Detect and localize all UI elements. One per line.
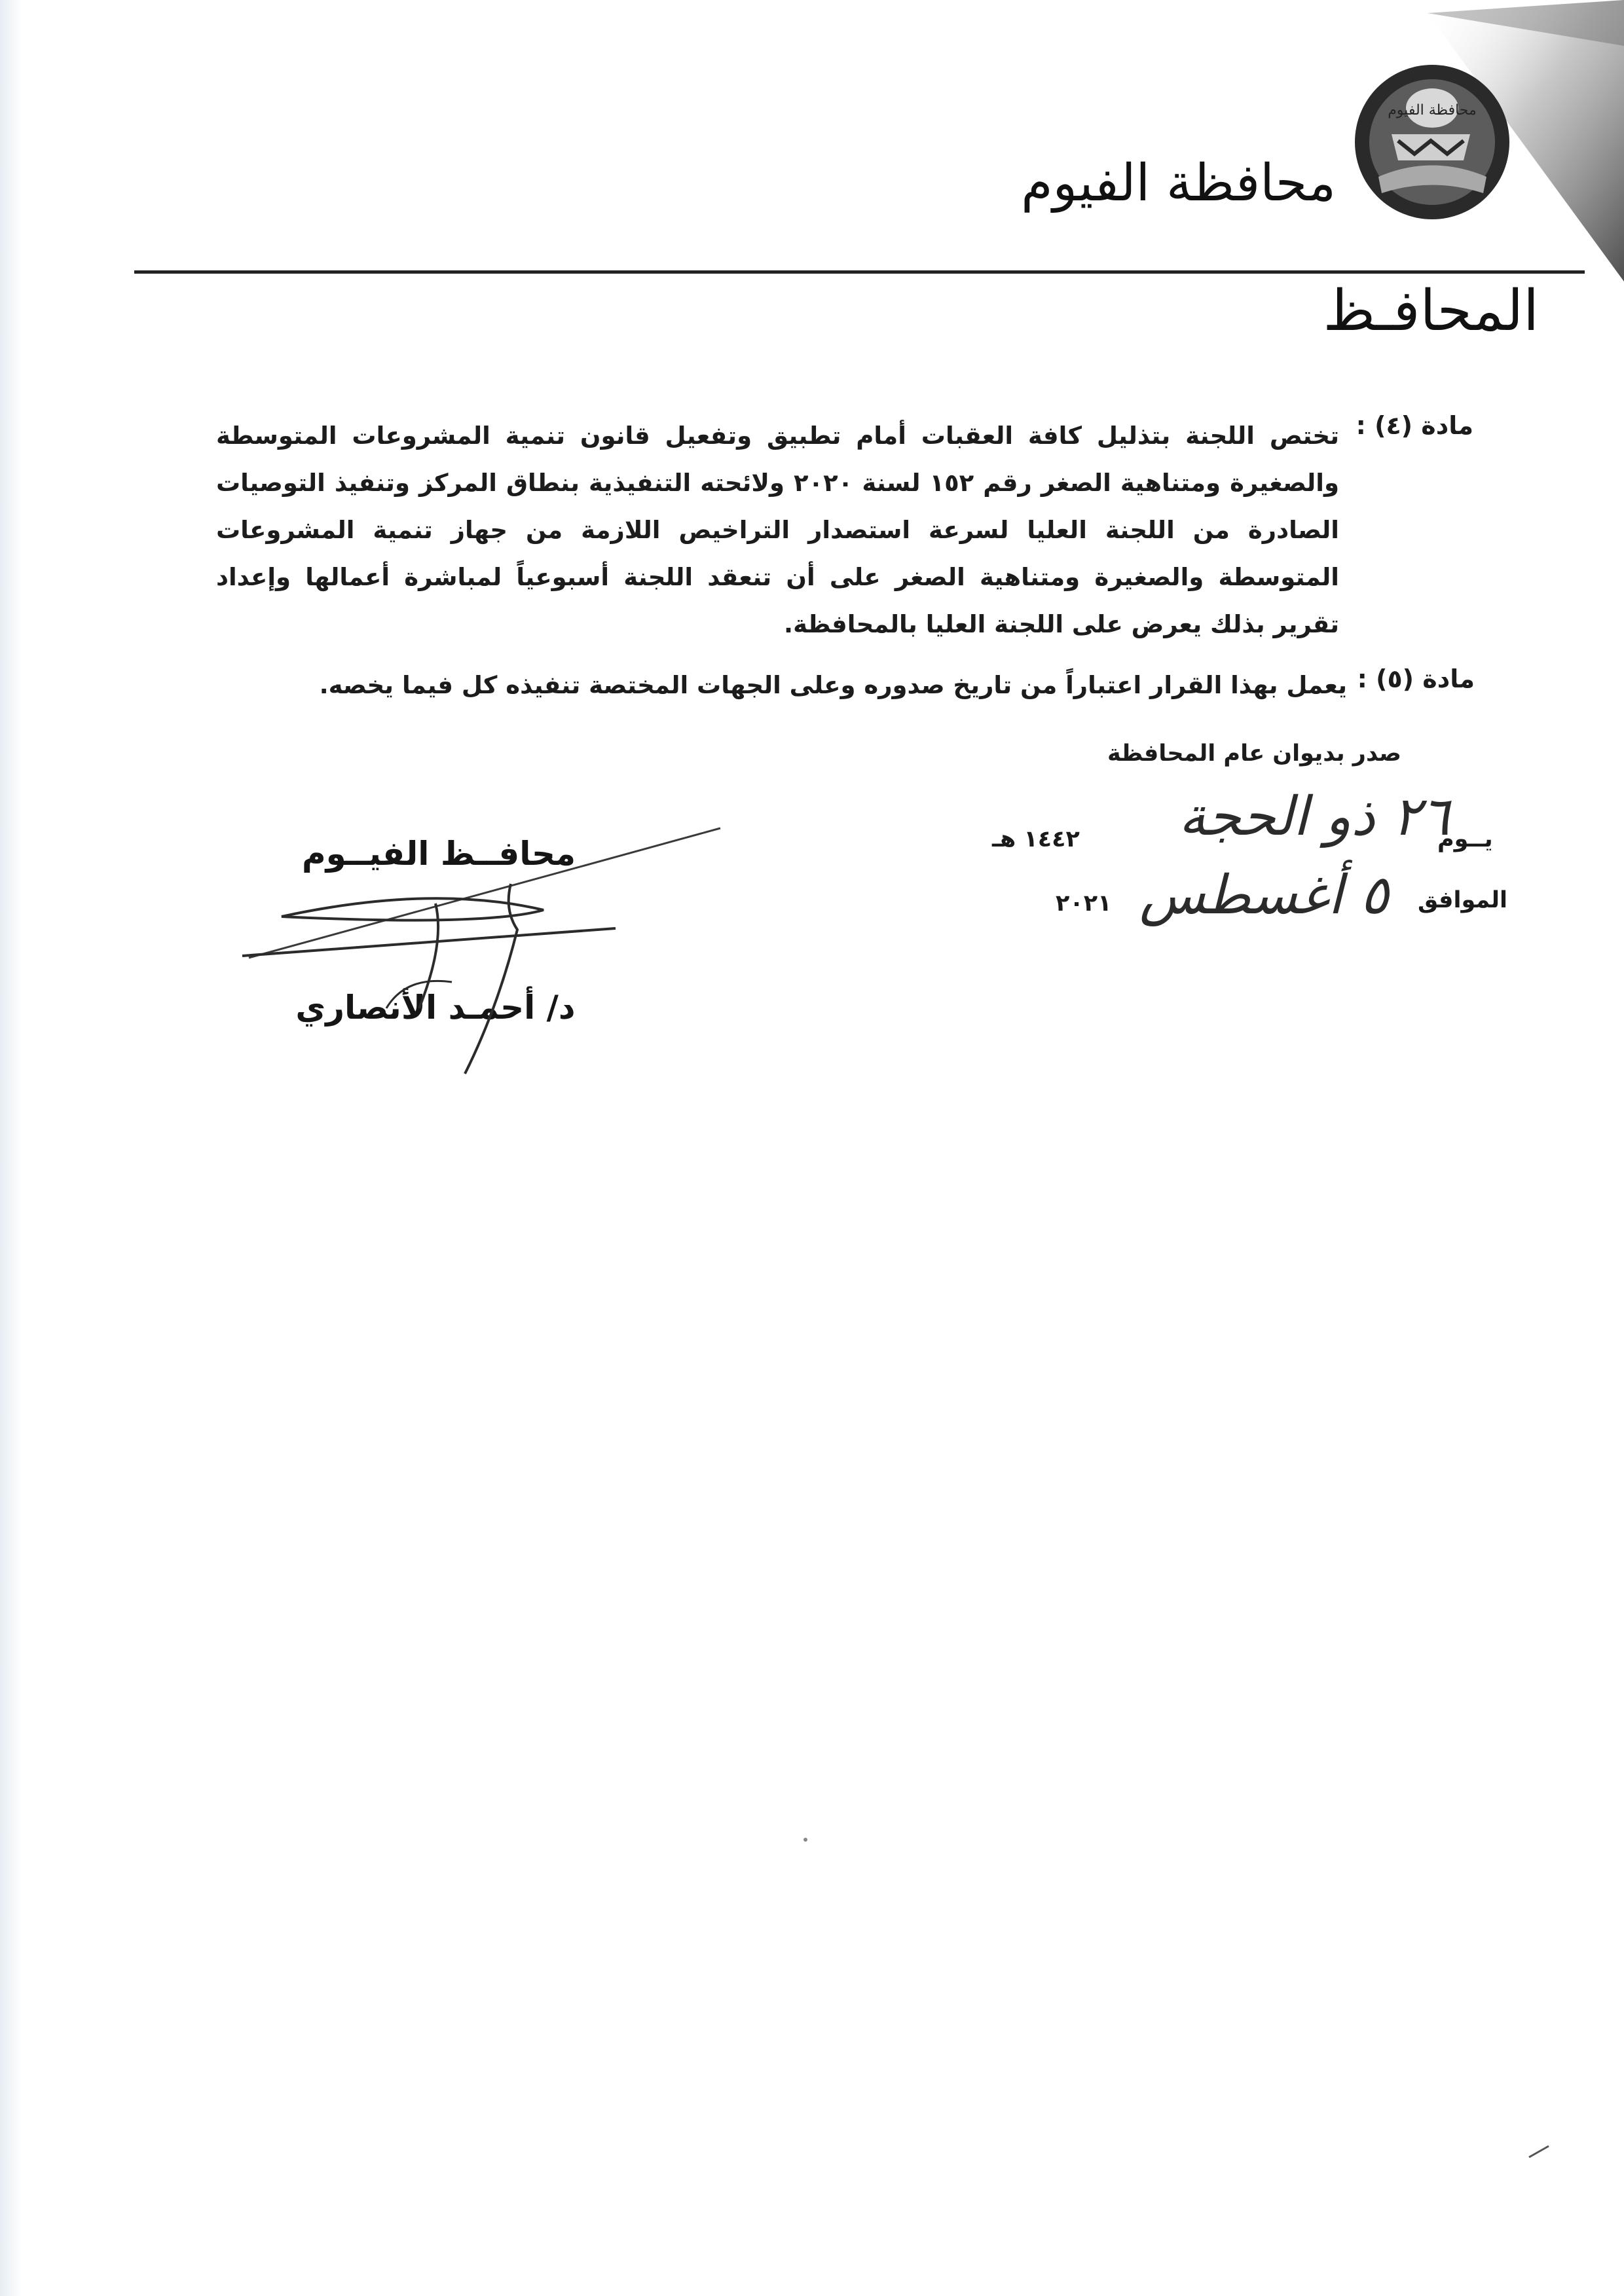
article-5-label: مادة (٥) : xyxy=(1357,665,1475,693)
gregorian-date-handwritten: ٥ أغسطس xyxy=(1139,864,1389,926)
day-label: يــوم xyxy=(1437,826,1493,852)
signatory-title: محافــظ الفيــوم xyxy=(301,835,576,873)
scan-edge xyxy=(0,0,22,2296)
office-heading: المحافـظ xyxy=(1323,278,1539,344)
hijri-date-handwritten: ٢٦ ذو الحجة xyxy=(1179,786,1450,848)
issued-at-line: صدر بديوان عام المحافظة xyxy=(1107,740,1401,767)
hijri-year: ١٤٤٢ هـ xyxy=(992,826,1080,852)
signatory-name: د/ أحمـد الأنصاري xyxy=(295,989,576,1027)
article-5 xyxy=(319,665,1475,717)
corresponding-label: الموافق xyxy=(1418,887,1508,913)
handwritten-signature xyxy=(236,812,733,1087)
article-4 xyxy=(216,411,1473,638)
scan-speck xyxy=(1526,2141,1552,2160)
governorate-emblem xyxy=(1352,62,1513,223)
governorate-title: محافظة الفيوم xyxy=(1021,154,1336,213)
article-4-label: مادة (٤) : xyxy=(1356,411,1473,440)
emblem-text: محافظة الفيوم xyxy=(1388,102,1477,118)
header-divider xyxy=(134,270,1585,274)
article-4-text: تختص اللجنة بتذليل كافة العقبات أمام تطبيق وتفعيل قانون تنمية المشروعات المتوسطة والصغيرة ومتناهية الصغر رقم ١٥٢ لسنة ٢٠٢٠ ولائحته التنفيذية بنطاق المركز وتنفيذ التوصيات الصادرة من اللجنة العليا لسرعة استصدار التراخيص اللازمة من جهاز تنمية المشروعات المتوسطة والصغيرة ومتناهية الصغر على أن تنعقد اللجنة أسبوعياً لمباشرة أعمالها وإعداد تقرير بذلك يعرض على اللجنة العليا بالمحافظة. xyxy=(216,422,1339,638)
scan-speck xyxy=(799,1833,812,1846)
gregorian-year: ٢٠٢١ xyxy=(1056,890,1112,917)
article-5-text: يعمل بهذا القرار اعتباراً من تاريخ صدوره وعلى الجهات المختصة تنفيذه كل فيما يخصه. xyxy=(319,671,1347,699)
